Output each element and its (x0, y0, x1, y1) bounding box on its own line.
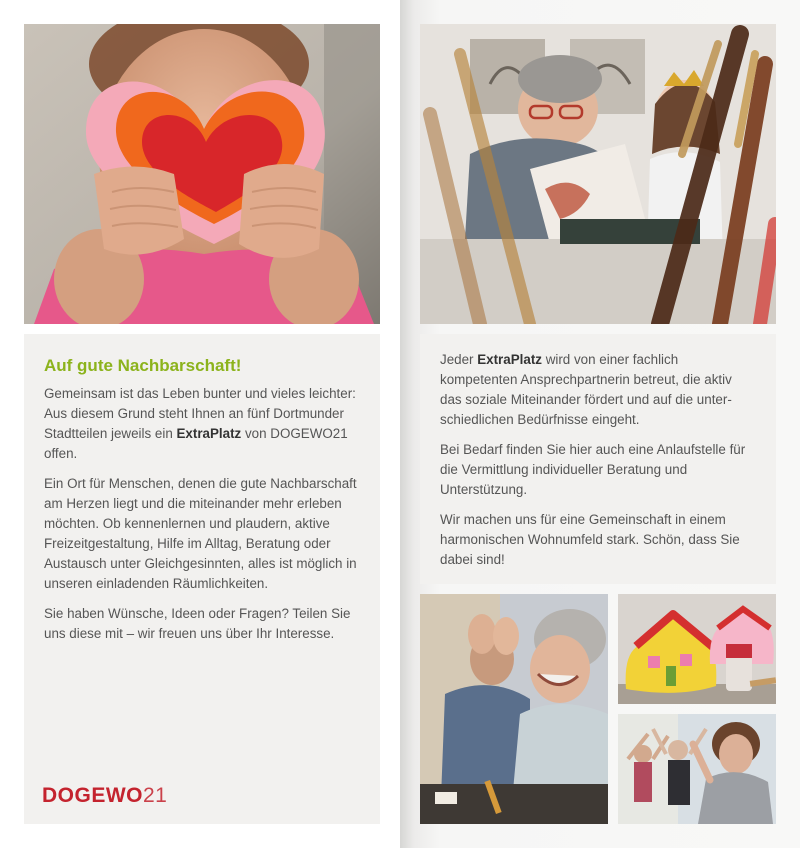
left-paragraph-2: Ein Ort für Menschen, denen die gute Nachbarschaft am Herzen liegt und die miteinander mehr erleben möchten. Ob kennenlernen und plaudern, aktive Freizeitgestaltung, Hilfe im Alltag, Beratung oder Austausch unter Gleichgesinnten, alles ist möglich in unseren einladenden Räumlichkeiten. (44, 476, 357, 591)
painted-stone-illustration (618, 594, 776, 704)
dogewo21-logo (42, 784, 167, 808)
right-text-panel (420, 334, 776, 584)
paragraph-text: Gemeinsam ist das Leben bunter und vieles leichter: Aus diesem Grund steht Ihnen an fünf Dortmunder Stadtteilen jeweils ein (44, 386, 356, 441)
left-paragraph-3: Sie haben Wünsche, Ideen oder Fragen? Teilen Sie uns diese mit – wir freuen uns über Ihr Interesse. (44, 606, 351, 641)
section-heading: Auf gute Nachbarschaft! (44, 356, 242, 375)
child-heart-illustration (24, 24, 380, 324)
high-five-illustration (420, 594, 608, 824)
right-paragraph-1 (440, 350, 756, 430)
logo-main: DOGEWO (42, 784, 143, 807)
left-text-panel (24, 334, 380, 824)
paragraph-text: wird von einer fachlich kompetenten Ansprechpartnerin betreut, die aktiv das soziale Miteinander fördert und auf die unterschiedlichen Bedürfnisse eingeht. (440, 352, 732, 427)
right-paragraph-3: Wir machen uns für eine Gemeinschaft in einem harmonischen Wohnumfeld stark. Schön, dass Sie dabei sind! (440, 512, 740, 567)
right-page (400, 0, 800, 848)
extraplatz-bold: ExtraPlatz (176, 426, 242, 441)
paragraph-text: Jeder (440, 352, 478, 367)
photo-grandmother-girl-painting (420, 24, 776, 324)
painting-scene-illustration (420, 24, 776, 324)
photo-seniors-exercise (618, 714, 776, 824)
logo-number: 21 (143, 784, 168, 807)
extraplatz-bold: ExtraPlatz (477, 352, 542, 367)
right-paragraph-2: Bei Bedarf finden Sie hier auch eine Anlaufstelle für die Vermittlung individueller Beratung und Unterstützung. (440, 442, 746, 497)
left-paragraph-1 (44, 384, 360, 464)
photo-painted-stones (618, 594, 776, 704)
photo-seniors-high-five (420, 594, 608, 824)
exercise-class-illustration (618, 714, 776, 824)
photo-child-paper-heart (24, 24, 380, 324)
paragraph-text: von DOGEWO21 offen. (44, 426, 348, 461)
